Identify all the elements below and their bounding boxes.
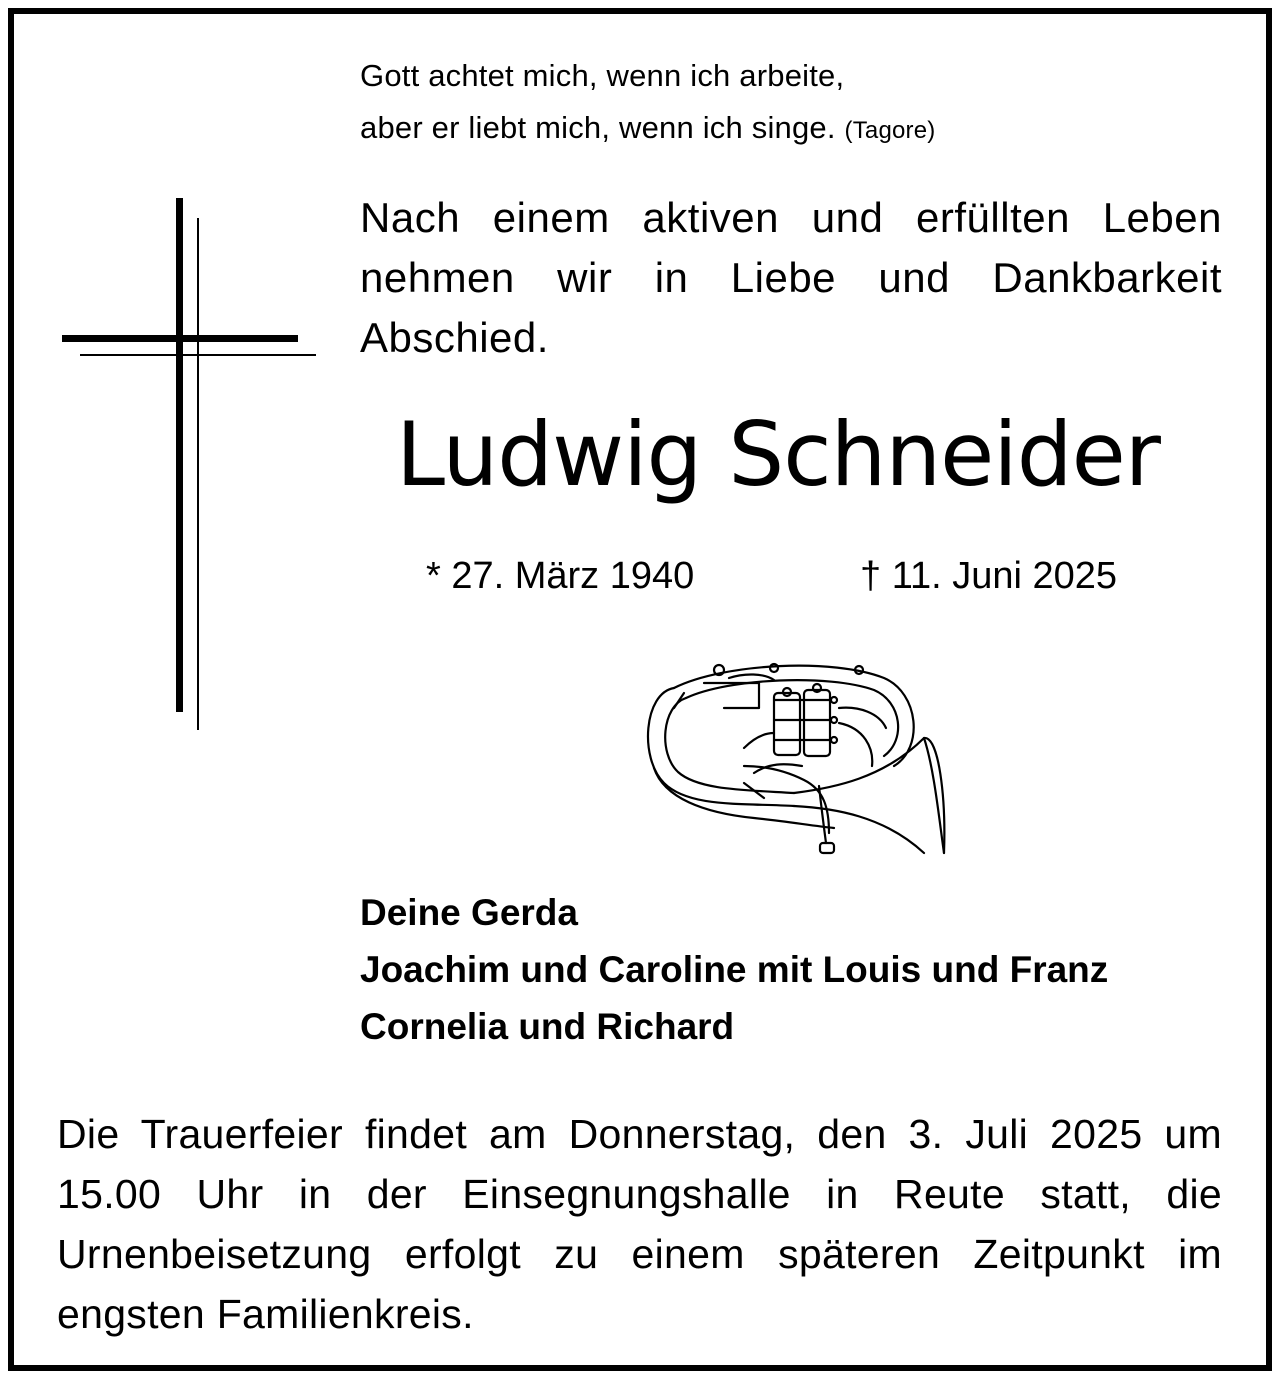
quote-line-1: Gott achtet mich, wenn ich arbeite,: [360, 58, 845, 93]
quote: [360, 50, 935, 157]
quote-source: (Tagore): [844, 117, 936, 144]
family-list: [360, 884, 1108, 1055]
service-text: Die Trauerfeier findet am Donnerstag, den 3. Juli 2025 um 15.00 Uhr in der Einsegnungshalle in Reute statt, die Urnenbeisetzung erfolgt zu einem späteren Zeitpunkt im engsten Familienkreis.: [57, 1111, 1222, 1337]
intro-text: Nach einem aktiven und erfüllten Leben nehmen wir in Liebe und Dankbarkeit Abschied.: [360, 194, 1222, 361]
family-line-3: Cornelia und Richard: [360, 1006, 735, 1047]
death-date: † 11. Juni 2025: [860, 555, 1118, 597]
family-line-1: Deine Gerda: [360, 892, 578, 933]
birth-date: * 27. März 1940: [426, 555, 695, 597]
family-line-2: Joachim und Caroline mit Louis und Franz: [360, 949, 1109, 990]
deceased-name: Ludwig Schneider: [396, 403, 1160, 506]
euphonium-icon: [634, 648, 954, 858]
cross-icon: [58, 196, 328, 736]
quote-line-2: aber er liebt mich, wenn ich singe.: [360, 110, 836, 145]
